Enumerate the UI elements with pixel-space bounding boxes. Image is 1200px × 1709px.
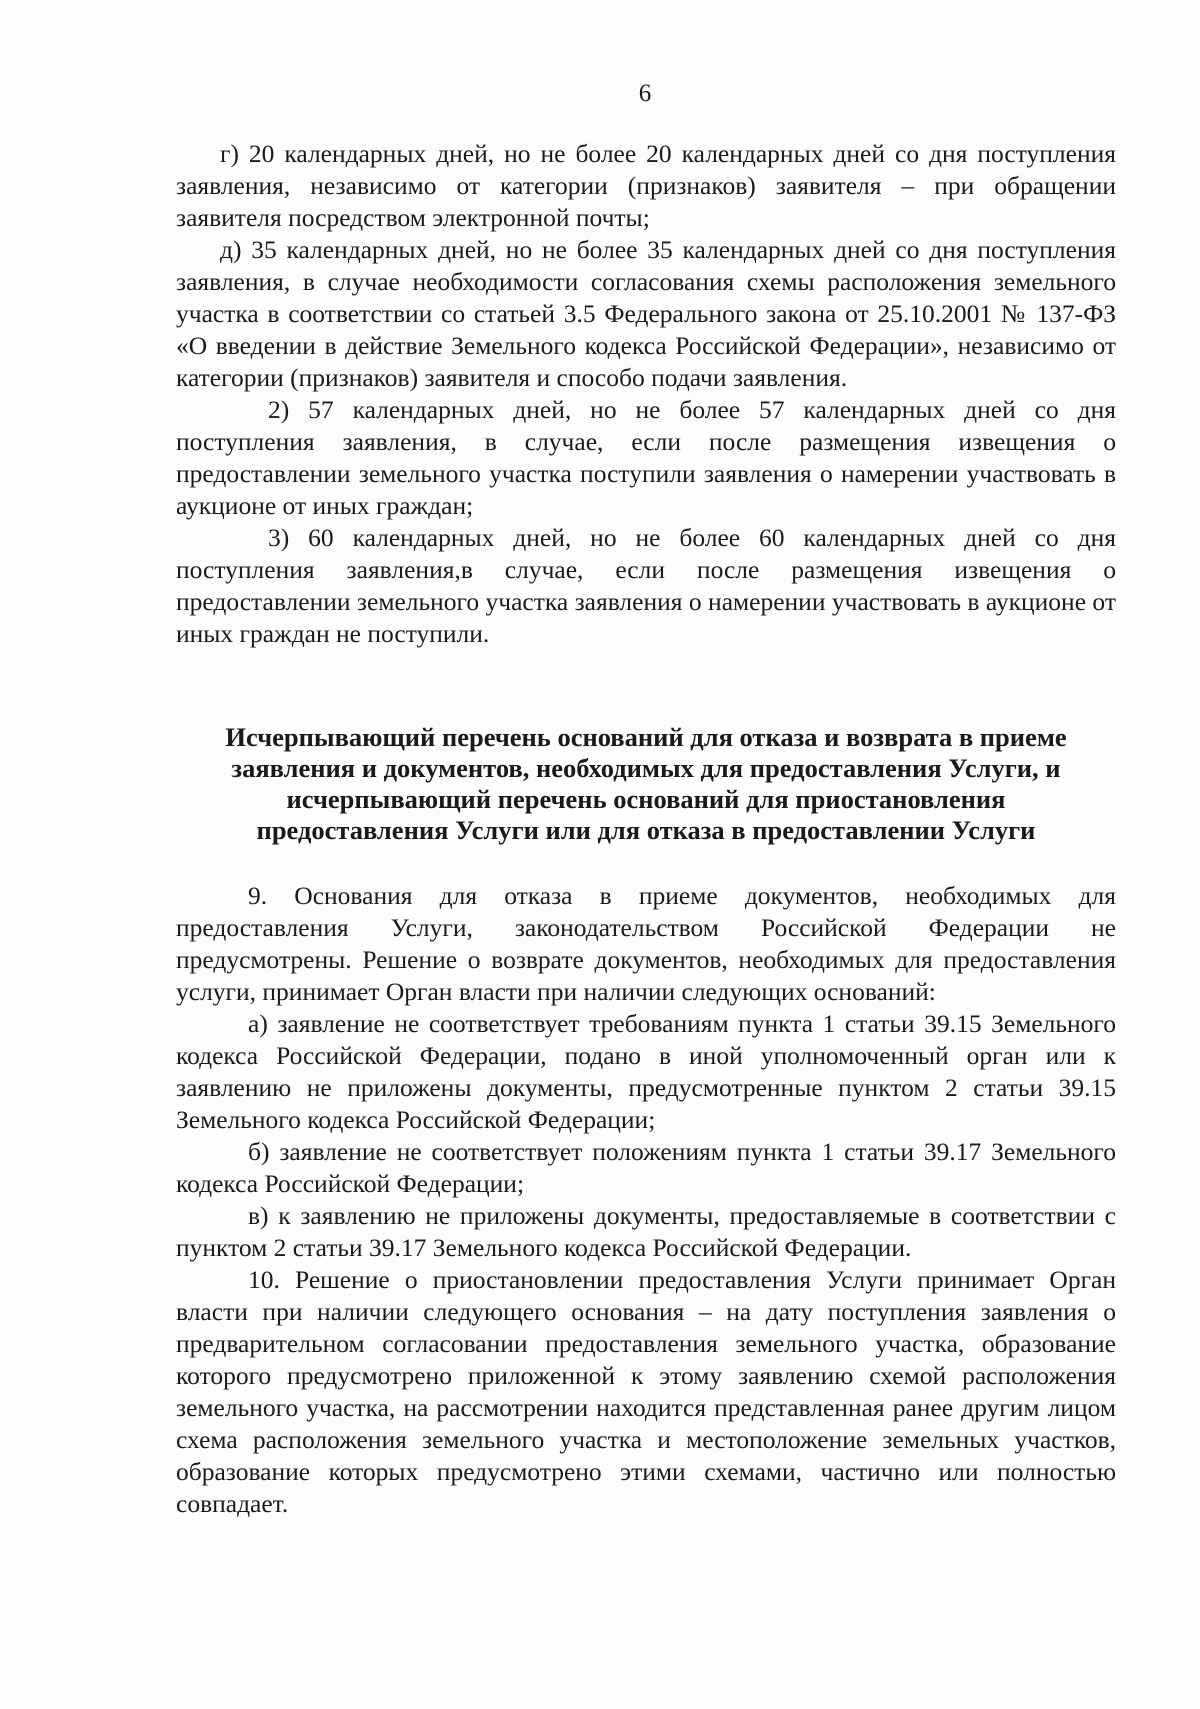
paragraph-item-g: г) 20 календарных дней, но не более 20 календарных дней со дня поступления заявления, независимо от категории (признаков) заявителя – при обращении заявителя посредством электронной почты; — [176, 139, 1116, 232]
paragraph-item-b: б) заявление не соответствует положениям пункта 1 статьи 39.17 Земельного кодекса Российской Федерации; — [176, 1137, 1116, 1198]
paragraph-item-d: д) 35 календарных дней, но не более 35 календарных дней со дня поступления заявления, в случае необходимости согласования схемы расположения земельного участка в соответствии со статьей 3.5 Федерального закона от 25.10.2001 № 137-ФЗ «О введении в действие Земельного кодекса Российской Федерации», независимо от категории (признаков) заявителя и способо подачи заявления. — [176, 235, 1116, 392]
paragraph-item-9: 9. Основания для отказа в приеме документов, необходимых для предоставления Услуги, законодательством Российской Федерации не предусмотрены. Решение о возврате документов, необходимых для предоставления услуги, принимает Орган власти при наличии следующих оснований: — [176, 881, 1116, 1006]
deadline-list — [176, 138, 1116, 650]
heading-line: заявления и документов, необходимых для предоставления Услуги, и — [231, 753, 1061, 783]
paragraph-item-2: 2) 57 календарных дней, но не более 57 календарных дней со дня поступления заявления, в случае, если после размещения извещения о предоставлении земельного участка поступили заявления о намерении участвовать в аукционе от иных граждан; — [176, 395, 1116, 520]
paragraph-item-a: а) заявление не соответствует требованиям пункта 1 статьи 39.15 Земельного кодекса Российской Федерации, подано в иной уполномоченный орган или к заявлению не приложены документы, предусмотренные пунктом 2 статьи 39.15 Земельного кодекса Российской Федерации; — [176, 1009, 1116, 1134]
paragraph-item-v: в) к заявлению не приложены документы, предоставляемые в соответствии с пунктом 2 статьи 39.17 Земельного кодекса Российской Федерации. — [176, 1201, 1116, 1262]
heading-line: исчерпывающий перечень оснований для приостановления — [286, 784, 1006, 814]
grounds-list — [176, 880, 1116, 1520]
page-number: 6 — [638, 80, 652, 107]
paragraph-item-10: 10. Решение о приостановлении предоставления Услуги принимает Орган власти при наличии следующего основания – на дату поступления заявления о предварительном согласовании предоставления земельного участка, образование которого предусмотрено приложенной к этому заявлению схемой расположения земельного участка, на рассмотрении находится представленная ранее другим лицом схема расположения земельного участка и местоположение земельных участков, образование которых предусмотрено этими схемами, частично или полностью совпадает. — [176, 1265, 1116, 1518]
heading-line: предоставления Услуги или для отказа в предоставлении Услуги — [256, 815, 1036, 845]
paragraph-item-3: 3) 60 календарных дней, но не более 60 календарных дней со дня поступления заявления,в случае, если после размещения извещения о предоставлении земельного участка заявления о намерении участвовать в аукционе от иных граждан не поступили. — [176, 523, 1116, 648]
section-heading — [176, 722, 1116, 846]
heading-line: Исчерпывающий перечень оснований для отказа и возврата в приеме — [225, 722, 1067, 752]
